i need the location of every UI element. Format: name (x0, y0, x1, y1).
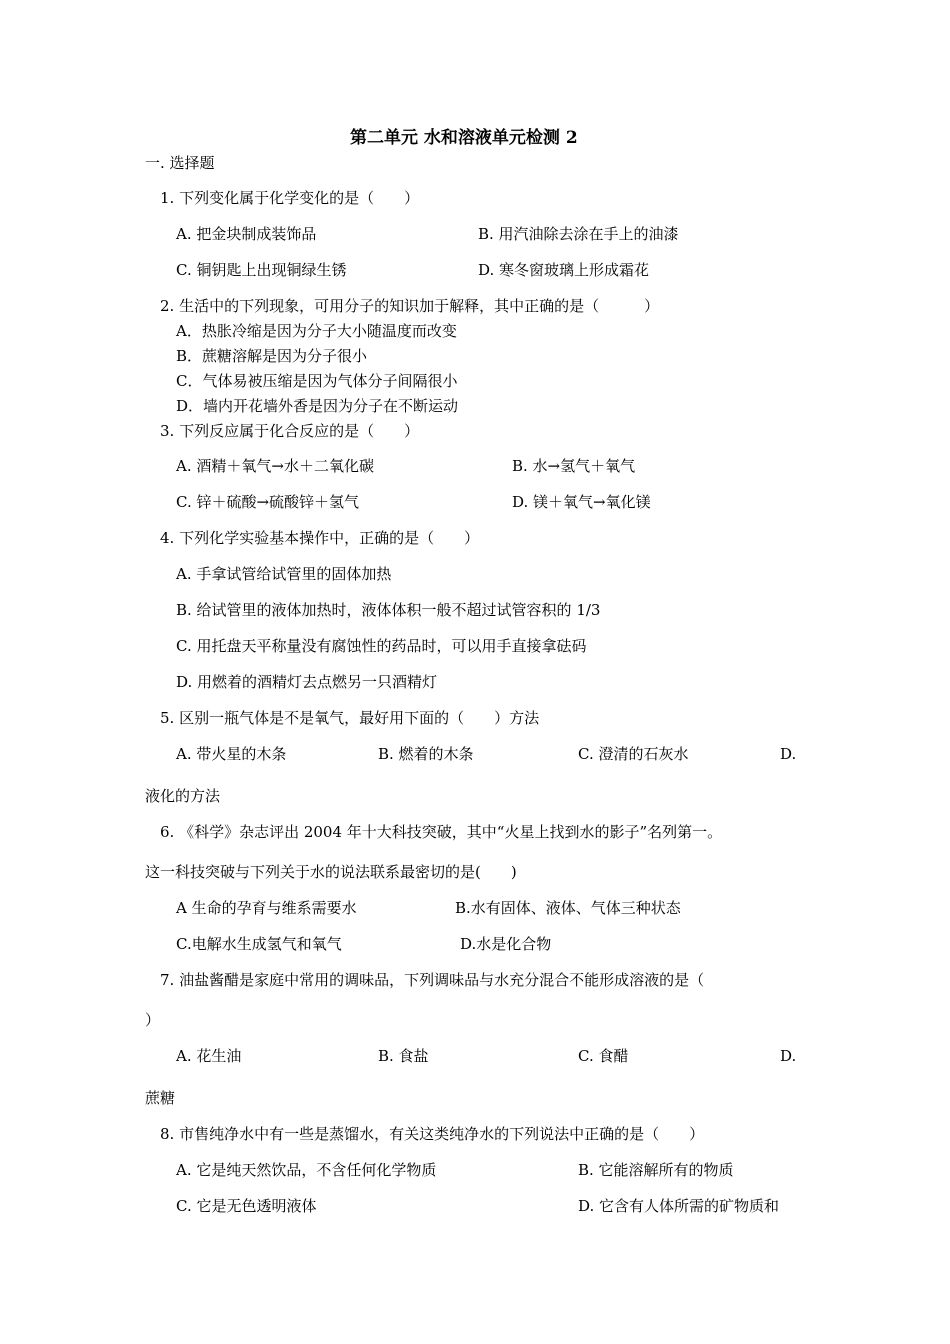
question-5-stem: 5. 区别一瓶气体是不是氧气，最好用下面的（ ）方法 (160, 709, 540, 727)
question-3-option-a: A. 酒精＋氧气→水＋二氧化碳 (176, 457, 374, 475)
question-3-option-b: B. 水→氢气＋氧气 (512, 457, 636, 475)
question-7-stem: 7. 油盐酱醋是家庭中常用的调味品，下列调味品与水充分混合不能形成溶液的是（ (160, 971, 705, 989)
question-3-option-c: C. 锌＋硫酸→硫酸锌＋氢气 (176, 493, 360, 511)
question-6-stem-continued: 这一科技突破与下列关于水的说法联系最密切的是( ) (145, 863, 517, 881)
question-2-stem: 2. 生活中的下列现象，可用分子的知识加于解释，其中正确的是（ ） (160, 297, 660, 315)
page-title: 第二单元 水和溶液单元检测 2 (350, 128, 578, 148)
question-2-option-c: C．气体易被压缩是因为气体分子间隔很小 (176, 372, 458, 390)
question-7-option-d: D. (780, 1047, 797, 1065)
question-7-option-a: A. 花生油 (176, 1047, 242, 1065)
question-8-option-c: C. 它是无色透明液体 (176, 1197, 317, 1215)
section-heading: 一. 选择题 (145, 154, 215, 172)
question-5-option-d-text: 液化的方法 (145, 787, 221, 805)
question-7-option-b: B. 食盐 (378, 1047, 429, 1065)
question-6-option-b: B.水有固体、液体、气体三种状态 (455, 899, 681, 917)
question-8-stem: 8. 市售纯净水中有一些是蒸馏水，有关这类纯净水的下列说法中正确的是（ ） (160, 1125, 705, 1143)
question-4-option-b: B. 给试管里的液体加热时，液体体积一般不超过试管容积的 1/3 (176, 601, 601, 619)
question-8-option-a: A. 它是纯天然饮品，不含任何化学物质 (176, 1161, 437, 1179)
question-8-option-b: B. 它能溶解所有的物质 (578, 1161, 734, 1179)
question-5-option-c: C. 澄清的石灰水 (578, 745, 689, 763)
question-7-option-d-text: 蔗糖 (145, 1089, 176, 1107)
question-6-stem: 6. 《科学》杂志评出 2004 年十大科技突破，其中“火星上找到水的影子”名列第一。 (160, 823, 723, 841)
question-4-option-d: D. 用燃着的酒精灯去点燃另一只酒精灯 (176, 673, 438, 691)
question-4-option-a: A. 手拿试管给试管里的固体加热 (176, 565, 392, 583)
question-1-option-d: D. 寒冬窗玻璃上形成霜花 (478, 261, 650, 279)
question-1-stem: 1. 下列变化属于化学变化的是（ ） (160, 189, 420, 207)
question-8-option-d: D. 它含有人体所需的矿物质和 (578, 1197, 780, 1215)
question-2-option-d: D．墙内开花墙外香是因为分子在不断运动 (176, 397, 459, 415)
question-3-stem: 3. 下列反应属于化合反应的是（ ） (160, 422, 420, 440)
question-1-option-c: C. 铜钥匙上出现铜绿生锈 (176, 261, 347, 279)
question-4-option-c: C. 用托盘天平称量没有腐蚀性的药品时，可以用手直接拿砝码 (176, 637, 587, 655)
question-4-stem: 4. 下列化学实验基本操作中，正确的是（ ） (160, 529, 480, 547)
question-5-option-a: A. 带火星的木条 (176, 745, 287, 763)
question-6-option-c: C.电解水生成氢气和氧气 (176, 935, 342, 953)
question-2-option-b: B．蔗糖溶解是因为分子很小 (176, 347, 368, 365)
question-6-option-a: A 生命的孕育与维系需要水 (176, 899, 357, 917)
question-5-option-d: D. (780, 745, 797, 763)
question-3-option-d: D. 镁＋氧气→氧化镁 (512, 493, 651, 511)
question-6-option-d: D.水是化合物 (460, 935, 552, 953)
question-1-option-b: B. 用汽油除去涂在手上的油漆 (478, 225, 679, 243)
question-7-stem-continued: ） (145, 1011, 161, 1029)
question-1-option-a: A. 把金块制成装饰品 (176, 225, 317, 243)
question-2-option-a: A．热胀冷缩是因为分子大小随温度而改变 (176, 322, 457, 340)
question-5-option-b: B. 燃着的木条 (378, 745, 474, 763)
question-7-option-c: C. 食醋 (578, 1047, 629, 1065)
